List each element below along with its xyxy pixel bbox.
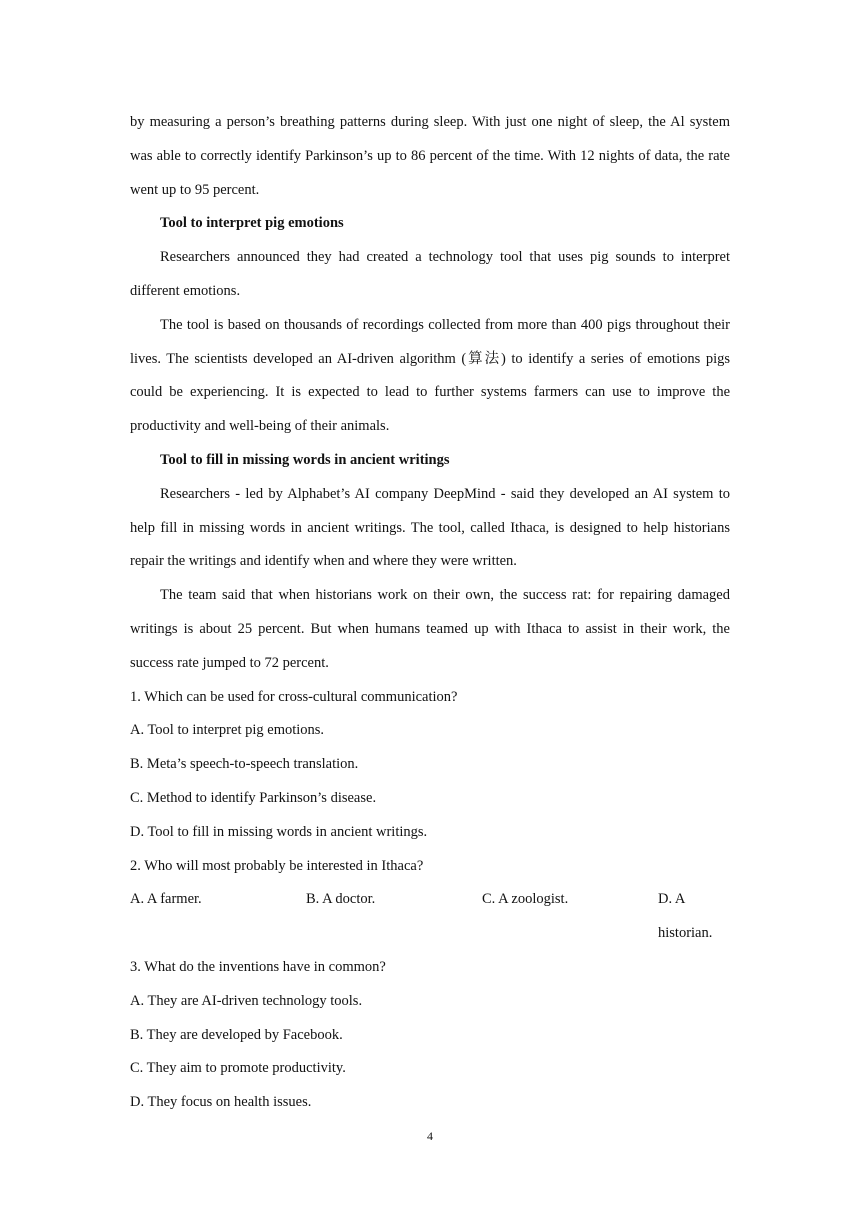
question-3-option-d: D. They focus on health issues. <box>130 1094 312 1111</box>
question-3-stem: 3. What do the inventions have in common? <box>130 958 386 975</box>
page-number: 4 <box>427 1129 433 1143</box>
question-3-option-c: C. They aim to promote productivity. <box>130 1060 346 1077</box>
paragraph-pig-tool-details: The tool is based on thousands of recordings collected from more than 400 pigs throughout their lives. The scientists developed an AI-driven algorithm (算法) to identify a series of emotions pigs could be experiencing. It is expected to lead to further systems farmers can use to improve the productivity and well-being of their animals. <box>130 316 730 435</box>
question-2-option-c: C. A zoologist. <box>482 891 569 908</box>
question-3-option-b: B. They are developed by Facebook. <box>130 1026 343 1043</box>
paragraph-parkinsons-continued: by measuring a person’s breathing patterns during sleep. With just one night of sleep, the Al system was able to correctly identify Parkinson’s up to 86 percent of the time. With 12 nights of data, the rate went up to 95 percent. <box>130 114 730 198</box>
question-2-option-d: D. A historian. <box>658 891 713 942</box>
paragraph-ithaca-results: The team said that when historians work on their own, the success rat: for repairing damaged writings is about 25 percent. But when humans teamed up with Ithaca to assist in their work, the success rate jumped to 72 percent. <box>130 587 730 671</box>
question-2-stem: 2. Who will most probably be interested in Ithaca? <box>130 857 424 874</box>
question-3-option-a: A. They are AI-driven technology tools. <box>130 992 363 1009</box>
document-body <box>130 106 730 1120</box>
heading-ancient-writings: Tool to fill in missing words in ancient writings <box>160 451 450 468</box>
question-1-stem: 1. Which can be used for cross-cultural communication? <box>130 688 458 705</box>
question-2-options <box>130 883 730 951</box>
question-1-option-a: A. Tool to interpret pig emotions. <box>130 722 325 739</box>
heading-pig-emotions: Tool to interpret pig emotions <box>160 215 344 232</box>
question-2-option-a: A. A farmer. <box>130 891 202 908</box>
question-1-option-b: B. Meta’s speech-to-speech translation. <box>130 756 359 773</box>
question-2-option-b: B. A doctor. <box>306 891 376 908</box>
question-1-option-c: C. Method to identify Parkinson’s disease. <box>130 789 377 806</box>
paragraph-ithaca-intro: Researchers - led by Alphabet’s AI company DeepMind - said they developed an AI system to help fill in missing words in ancient writings. The tool, called Ithaca, is designed to help historians repair the writings and identify when and where they were written. <box>130 485 730 570</box>
paragraph-pig-tool-intro: Researchers announced they had created a technology tool that uses pig sounds to interpret different emotions. <box>130 249 730 299</box>
question-1-option-d: D. Tool to fill in missing words in ancient writings. <box>130 823 428 840</box>
